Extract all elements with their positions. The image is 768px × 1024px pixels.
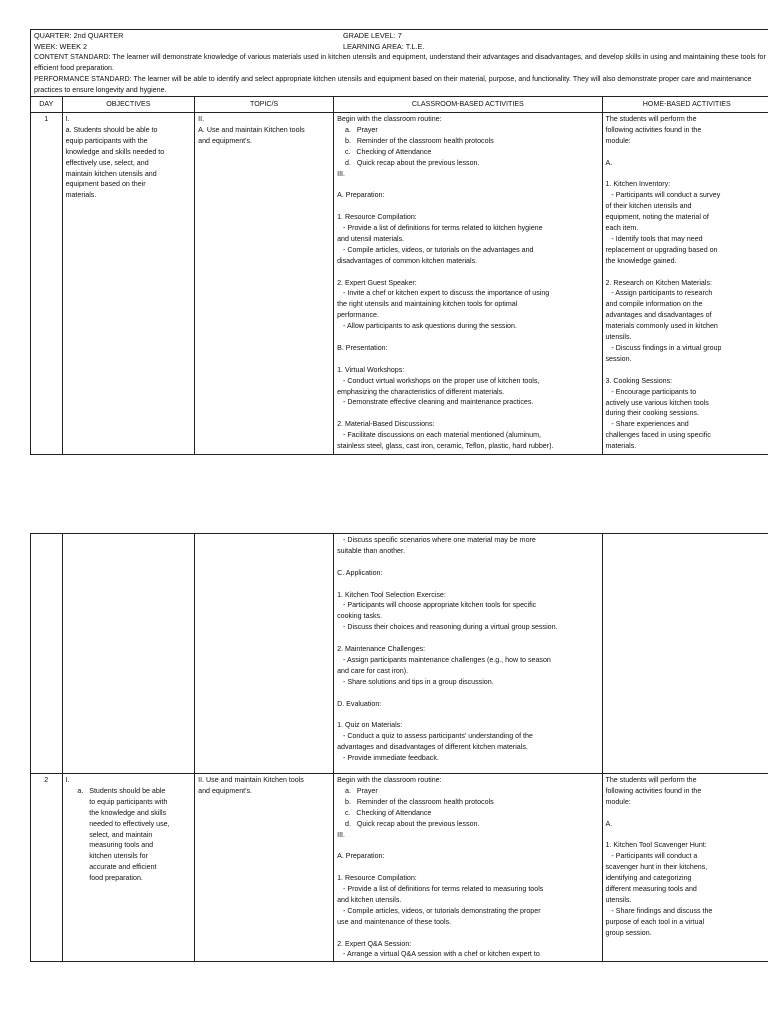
text-line: emphasizing the characteristics of different materials. [337, 387, 505, 396]
grade-level-label: GRADE LEVEL: 7 [343, 31, 402, 40]
text-line: advantages and disadvantages of different kitchen materials. [337, 743, 528, 752]
text-line: a. Prayer [337, 125, 378, 134]
text-line: replacement or upgrading based on [605, 245, 718, 254]
text-line: knowledge and skills needed to [65, 147, 165, 156]
text-line: The students will perform the [605, 115, 697, 123]
text-line: - Demonstrate effective cleaning and maintenance practices. [337, 398, 534, 407]
text-line: d. Quick recap about the previous lesson. [337, 819, 480, 828]
page-1 [30, 29, 768, 455]
text-line: select, and maintain [65, 830, 153, 839]
text-line: A. Preparation: [337, 852, 385, 861]
text-line: equip participants with the [65, 136, 148, 145]
text-line: b. Reminder of the classroom health protocols [337, 797, 494, 806]
text-line: 2. Maintenance Challenges: [337, 645, 426, 654]
text-line: equipment based on their [65, 180, 146, 189]
text-line: - Conduct virtual workshops on the proper use of kitchen tools, [337, 376, 540, 385]
topics-cell [195, 113, 334, 455]
text-line: suitable than another. [337, 546, 405, 555]
text-line: 2. Expert Guest Speaker: [337, 278, 417, 287]
text-line: and care for cast iron). [337, 666, 409, 675]
text-line: utensils. [605, 333, 632, 342]
text-line [337, 688, 598, 699]
text-line: identifying and categorizing [605, 874, 692, 883]
text-line: equipment, noting the material of [605, 213, 709, 222]
col-topics: TOPIC/S [195, 97, 334, 113]
text-line: cooking tasks. [337, 612, 383, 621]
home-activities-cell [602, 774, 768, 962]
text-line: D. Evaluation: [337, 699, 382, 708]
day-number: 2 [31, 774, 63, 962]
text-line: following activities found in the [605, 786, 702, 795]
objectives-cell [62, 113, 195, 455]
day-cell-empty [31, 534, 63, 774]
text-line: following activities found in the [605, 125, 702, 134]
text-line [337, 267, 598, 278]
col-day: DAY [31, 97, 63, 113]
text-line: and compile information on the [605, 300, 703, 309]
text-line: 2. Research on Kitchen Materials: [605, 278, 712, 287]
text-line: food preparation. [65, 874, 143, 883]
text-line: - Provide a list of definitions for terms related to kitchen hygiene [337, 224, 543, 233]
text-line: - Provide a list of definitions for terms related to measuring tools [337, 885, 544, 894]
text-line: c. Checking of Attendance [337, 147, 432, 156]
text-line: B. Presentation: [337, 343, 388, 352]
content-standard: CONTENT STANDARD: The learner will demonstrate knowledge of various materials used in kitchen utensils and equipment, understand their advantages and disadvantages, and develop skills in using and maintaining these tools for efficient food preparation. [34, 53, 766, 72]
text-line: Begin with the classroom routine: [337, 776, 442, 784]
day-1-continued-row [31, 534, 768, 774]
text-line: 3. Cooking Sessions: [605, 376, 673, 385]
text-line: - Compile articles, videos, or tutorials on the advantages and [337, 245, 534, 254]
text-line: and equipment's. [198, 786, 252, 795]
text-line: - Participants will conduct a survey [605, 191, 721, 200]
text-line [337, 557, 598, 568]
text-line: The students will perform the [605, 776, 697, 784]
text-line [337, 862, 598, 873]
text-line: - Share solutions and tips in a group discussion. [337, 677, 494, 686]
text-line: - Conduct a quiz to assess participants' understanding of the [337, 732, 533, 741]
text-line: III. [337, 169, 345, 178]
text-line [337, 579, 598, 590]
day-1-row [31, 113, 768, 455]
text-line: - Assign participants maintenance challenges (e.g., how to season [337, 655, 551, 664]
text-line [606, 169, 768, 180]
text-line: the knowledge and skills [65, 808, 167, 817]
text-line: and equipment's. [198, 136, 252, 145]
day-number: 1 [31, 113, 63, 455]
text-line [337, 201, 598, 212]
text-line: a. Prayer [337, 786, 378, 795]
objectives-cell-empty [62, 534, 195, 774]
text-line: II. Use and maintain Kitchen tools [198, 776, 304, 784]
text-line: module: [605, 797, 631, 806]
text-line: and kitchen utensils. [337, 895, 402, 904]
text-line: III. [337, 830, 345, 839]
classroom-activities-cell [334, 774, 602, 962]
text-line: group session. [605, 928, 652, 937]
text-line: - Share experiences and [605, 420, 689, 429]
text-line: during their cooking sessions. [605, 409, 699, 418]
text-line [337, 179, 598, 190]
text-line: module: [605, 136, 631, 145]
text-line: maintain kitchen utensils and [65, 169, 157, 178]
objectives-cell [62, 774, 195, 962]
text-line: 1. Resource Compilation: [337, 213, 417, 222]
text-line: 1. Kitchen Tool Selection Exercise: [337, 590, 446, 599]
classroom-activities-cell [334, 534, 602, 774]
text-line: of their kitchen utensils and [605, 202, 692, 211]
text-line: - Discuss their choices and reasoning during a virtual group session. [337, 623, 558, 632]
text-line: 2. Material-Based Discussions: [337, 420, 435, 429]
text-line: measuring tools and [65, 841, 154, 850]
text-line: - Share findings and discuss the [605, 906, 713, 915]
text-line: - Discuss specific scenarios where one material may be more [337, 536, 536, 544]
text-line: - Assign participants to research [605, 289, 713, 298]
text-line: II. [198, 115, 205, 123]
column-header-row [31, 97, 768, 113]
text-line: materials commonly used in kitchen [605, 322, 718, 331]
home-activities-cell [602, 113, 768, 455]
text-line: A. Preparation: [337, 191, 385, 200]
text-line: kitchen utensils for [65, 852, 148, 861]
text-line: session. [605, 354, 632, 363]
text-line: challenges faced in using specific [605, 431, 711, 440]
text-line: - Participants will conduct a [605, 852, 698, 861]
col-objectives: OBJECTIVES [62, 97, 195, 113]
text-line: performance. [337, 311, 379, 320]
text-line: - Discuss findings in a virtual group [605, 343, 722, 352]
text-line [606, 147, 768, 158]
text-line: materials. [65, 191, 97, 200]
text-line: accurate and efficient [65, 863, 157, 872]
text-line: utensils. [605, 895, 632, 904]
text-line: disadvantages of common kitchen materials. [337, 256, 478, 265]
week-label: WEEK: WEEK 2 [34, 42, 88, 51]
classroom-activities-cell [334, 113, 602, 455]
text-line: the knowledge gained. [605, 256, 677, 265]
text-line: advantages and disadvantages of [605, 311, 712, 320]
lesson-plan-table [30, 96, 768, 455]
topics-cell-empty [195, 534, 334, 774]
text-line [337, 408, 598, 419]
text-line: to equip participants with [65, 797, 168, 806]
col-home: HOME-BASED ACTIVITIES [602, 97, 768, 113]
text-line [606, 365, 768, 376]
text-line: I. [65, 115, 70, 123]
header-block [30, 29, 768, 96]
text-line: - Identify tools that may need [605, 234, 703, 243]
text-line: A. [605, 819, 613, 828]
text-line: - Participants will choose appropriate kitchen tools for specific [337, 601, 537, 610]
text-line: A. Use and maintain Kitchen tools [198, 125, 305, 134]
text-line: - Invite a chef or kitchen expert to discuss the importance of using [337, 289, 550, 298]
text-line: stainless steel, glass, cast iron, ceramic, Teflon, plastic, hard rubber). [337, 442, 554, 451]
text-line: - Facilitate discussions on each material mentioned (aluminum, [337, 431, 541, 440]
text-line: 2. Expert Q&A Session: [337, 939, 412, 948]
text-line: a. Students should be able to [65, 125, 158, 134]
text-line [606, 808, 768, 819]
text-line [337, 840, 598, 851]
text-line: - Compile articles, videos, or tutorials demonstrating the proper [337, 906, 541, 915]
topics-cell [195, 774, 334, 962]
text-line: use and maintenance of these tools. [337, 917, 452, 926]
text-line: scavenger hunt in their kitchens, [605, 863, 708, 872]
text-line: - Arrange a virtual Q&A session with a chef or kitchen expert to [337, 950, 540, 959]
text-line: 1. Virtual Workshops: [337, 365, 405, 374]
text-line: different measuring tools and [605, 885, 697, 894]
text-line [337, 633, 598, 644]
text-line: 1. Kitchen Inventory: [605, 180, 671, 189]
lesson-plan-table-continued [30, 533, 768, 962]
learning-area-label: LEARNING AREA: T.L.E. [343, 42, 425, 51]
text-line: 1. Kitchen Tool Scavenger Hunt: [605, 841, 707, 850]
text-line [337, 332, 598, 343]
text-line: 1. Resource Compilation: [337, 874, 417, 883]
text-line: c. Checking of Attendance [337, 808, 432, 817]
text-line: - Encourage participants to [605, 387, 697, 396]
text-line: a. Students should be able [65, 786, 166, 795]
text-line: actively use various kitchen tools [605, 398, 709, 407]
text-line: needed to effectively use, [65, 819, 170, 828]
text-line: A. [605, 158, 613, 167]
text-line: d. Quick recap about the previous lesson. [337, 158, 480, 167]
text-line [337, 354, 598, 365]
day-2-row [31, 774, 768, 962]
text-line: the right utensils and maintaining kitchen tools for optimal [337, 300, 518, 309]
text-line: I. [65, 776, 70, 784]
text-line: C. Application: [337, 568, 383, 577]
text-line: - Allow participants to ask questions during the session. [337, 322, 517, 331]
text-line [337, 709, 598, 720]
text-line: and utensil materials. [337, 234, 405, 243]
text-line [606, 267, 768, 278]
home-activities-cell-empty [602, 534, 768, 774]
text-line: materials. [605, 442, 637, 451]
text-line: effectively use, select, and [65, 158, 149, 167]
text-line: each item. [605, 224, 639, 233]
text-line [337, 928, 598, 939]
quarter-label: QUARTER: 2nd QUARTER [34, 31, 124, 40]
col-classroom: CLASSROOM-BASED ACTIVITIES [334, 97, 602, 113]
text-line [606, 830, 768, 841]
text-line: - Provide immediate feedback. [337, 754, 439, 763]
text-line: 1. Quiz on Materials: [337, 721, 403, 730]
performance-standard: PERFORMANCE STANDARD: The learner will be able to identify and select appropriate kitchen utensils and equipment based on their material, purpose, and functionality. They will also demonstrate proper care and maintenance practices to ensure longevity and hygiene. [34, 75, 752, 94]
text-line: b. Reminder of the classroom health protocols [337, 136, 494, 145]
text-line: Begin with the classroom routine: [337, 115, 442, 123]
text-line: purpose of each tool in a virtual [605, 917, 705, 926]
page-2 [30, 533, 768, 962]
